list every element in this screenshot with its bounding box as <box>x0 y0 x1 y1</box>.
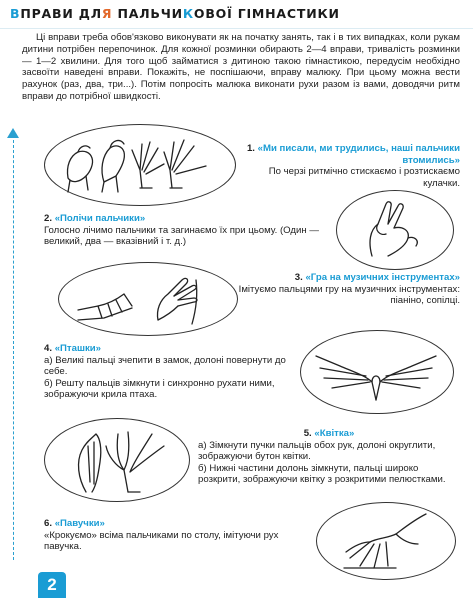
hand-counting-fingers-icon <box>358 196 432 262</box>
exercise-number: 3. <box>294 272 303 283</box>
exercise-number: 1. <box>246 143 255 154</box>
page-number: 2 <box>38 572 66 598</box>
title-part: В <box>10 6 21 21</box>
exercise-name: «Пташки» <box>54 343 101 354</box>
exercise-name: «Гра на музичних інструментах» <box>305 272 460 283</box>
margin-dashed-line <box>13 140 14 560</box>
exercise-name: «Павучки» <box>54 518 105 529</box>
intro-paragraph: Ці вправи треба обов'язково виконувати як на початку занять, так і в тих випадках, коли рукам дитини потрібен перепочинок. Для кожної розминки обирають 2—4 вправи, тривалість розминки — 1—2 хвилини. Для того щоб займатися з дитиною такою гімнастикою, передусім необхідно засвоїти наведені вправи. Покажіть, не поспішаючи, вправу малюку. При цьому можна вести рахунок (раз, два, три...). Потім попросіть малюка виконати рухи разом із вами, доводячи ритм вправи до потрібної швидкості. <box>22 32 460 102</box>
title-part: К <box>182 6 194 21</box>
exercise-name: «Квітка» <box>314 428 355 439</box>
exercise-text-a: а) Зімкнути пучки пальців обох рук, долоні округлити, зображуючи бутон квітки. <box>198 439 436 463</box>
exercise-number: 4. <box>44 343 53 354</box>
title-part: Я <box>101 6 113 21</box>
exercise-5 <box>198 428 460 486</box>
exercise-number: 6. <box>44 518 53 529</box>
exercise-name: «Ми писали, ми трудились, наші пальчики втомились» <box>257 143 460 166</box>
exercise-number: 5. <box>303 428 312 439</box>
hand-spider-walk-icon <box>326 508 444 572</box>
exercise-text-b: б) Решту пальців зімкнути і синхронно рухати ними, зображуючи крила птаха. <box>44 377 275 401</box>
exercise-6 <box>44 518 314 553</box>
arrow-up-icon <box>7 128 19 138</box>
title-part: ОВОЇ ГІМНАСТИКИ <box>193 6 340 21</box>
exercise-text-b: б) Нижні частини долонь зімкнути, пальці широко розкрити, зображуючи квітку з розкритими пелюстками. <box>198 462 446 486</box>
exercise-text: «Крокуємо» всіма пальчиками по столу, імітуючи рух павучка. <box>44 529 279 553</box>
intro-text-block <box>22 32 460 103</box>
exercise-4 <box>44 343 294 401</box>
exercise-text: Голосно лічимо пальчики та загинаємо їх при цьому. (Один — великий, два — вказівний і т. д.) <box>44 224 319 248</box>
exercise-text: По черзі ритмічно стискаємо і розтискаємо кулачки. <box>268 166 460 189</box>
exercise-1 <box>240 143 460 189</box>
exercise-text: Імітуємо пальцями гру на музичних інструментах: піаніно, сопілці. <box>238 283 460 307</box>
exercise-name: «Полічи пальчики» <box>54 213 146 224</box>
exercise-text-a: а) Великі пальці зчепити в замок, долоні повернути до себе. <box>44 354 286 378</box>
hands-bird-wings-icon <box>310 336 442 406</box>
title-part: ПАЛЬЧИ <box>112 6 183 21</box>
page-title <box>10 4 340 24</box>
hands-fists-and-open-palms-icon <box>60 130 220 196</box>
exercise-2 <box>44 213 324 248</box>
hands-flower-bud-icon <box>56 422 176 496</box>
hands-playing-instruments-icon <box>74 266 224 330</box>
exercise-3 <box>238 272 460 307</box>
exercise-number: 2. <box>44 213 53 224</box>
title-part: ПРАВИ ДЛ <box>20 6 102 21</box>
header-band <box>0 0 473 29</box>
